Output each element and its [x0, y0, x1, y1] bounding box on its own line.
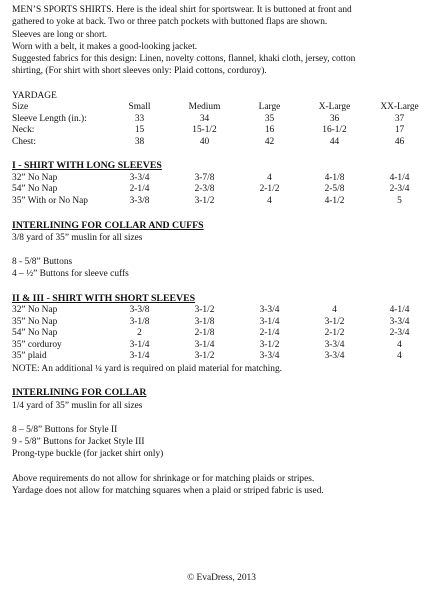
table-row	[12, 328, 432, 340]
table-cell: 16-1/2	[322, 125, 347, 136]
table-cell: 34	[199, 113, 210, 124]
table-cell: 2-1/2	[259, 184, 280, 195]
spacer	[12, 244, 434, 256]
table-cell: 3-3/4	[259, 305, 280, 316]
table-row	[12, 102, 432, 114]
table-cell: Large	[258, 102, 281, 113]
table-cell: 3-3/8	[129, 305, 150, 316]
table-cell: 15	[134, 125, 145, 136]
table-cell: 3-1/4	[194, 339, 215, 350]
table-cell: 3-3/4	[259, 351, 280, 362]
table-cell: 2-1/4	[259, 328, 280, 339]
table-cell: X-Large	[318, 102, 351, 113]
table-cell: 38	[134, 136, 145, 147]
table-cell: 3-1/4	[129, 339, 150, 350]
table-cell: 3-1/4	[259, 316, 280, 327]
table-cell: 2-3/4	[389, 328, 410, 339]
table-cell: 42	[264, 136, 275, 147]
table-row	[12, 351, 432, 363]
table-cell: 3-1/8	[129, 316, 150, 327]
row-label: 35” No Nap	[12, 316, 58, 327]
row-label: 32” No Nap	[12, 305, 58, 316]
spacer	[12, 281, 434, 293]
table-cell: 4	[332, 305, 337, 316]
long-sleeves-heading: I - SHIRT WITH LONG SLEEVES	[12, 160, 162, 172]
table-row	[12, 173, 432, 185]
table-cell: 3-3/4	[389, 316, 410, 327]
row-label: 35” corduroy	[12, 339, 62, 350]
short-sleeves-table-body	[12, 305, 432, 363]
table-cell: 35	[264, 113, 275, 124]
table-cell: 4	[397, 351, 402, 362]
short-sleeves-table	[12, 305, 432, 363]
table-row	[12, 317, 432, 329]
table-cell: 2-1/8	[194, 328, 215, 339]
table-cell: 3-1/8	[194, 316, 215, 327]
table-row	[12, 196, 432, 208]
table-cell: 4	[397, 339, 402, 350]
row-label: Chest:	[12, 136, 36, 147]
table-cell: 2-3/4	[389, 184, 410, 195]
table-cell: 4-1/2	[324, 195, 345, 206]
table-cell: 3-1/2	[194, 351, 215, 362]
row-label: Sleeve Length (in.):	[12, 113, 87, 124]
table-row	[12, 340, 432, 352]
table-cell: Small	[128, 102, 151, 113]
table-cell: XX-Large	[380, 102, 419, 113]
table-cell: 2-3/8	[194, 184, 215, 195]
table-cell: 17	[394, 125, 405, 136]
row-label: 35” plaid	[12, 351, 47, 362]
table-cell: 3-1/2	[194, 305, 215, 316]
table-cell: 40	[199, 136, 210, 147]
intro-line: MEN’S SPORTS SHIRTS. Here is the ideal shirt for sportswear. It is buttoned at front and	[12, 5, 352, 15]
intro-line: Suggested fabrics for this design: Linen, novelty cottons, flannel, khaki cloth, jersey, cotton	[12, 54, 356, 65]
long-sleeves-table	[12, 173, 432, 208]
table-cell: Medium	[188, 102, 221, 113]
table-cell: 2-5/8	[324, 184, 345, 195]
row-label: 54” No Nap	[12, 184, 58, 195]
plaid-note: NOTE: An additional ¼ yard is required on plaid material for matching.	[12, 363, 282, 374]
row-label: 54” No Nap	[12, 328, 58, 339]
buckle-requirement: Prong-type buckle (for jacket shirt only)	[12, 449, 164, 460]
intro-paragraph	[12, 4, 434, 78]
pattern-document	[12, 4, 434, 497]
table-cell: 4	[267, 172, 272, 183]
table-cell: 4-1/4	[389, 172, 410, 183]
spacer	[12, 461, 434, 473]
intro-line: shirting, (For shirt with short sleeves only: Plaid cottons, corduroy).	[12, 66, 267, 77]
table-row	[12, 114, 432, 126]
table-row	[12, 184, 432, 196]
row-label: 32” No Nap	[12, 172, 58, 183]
table-cell: 3-3/4	[129, 172, 150, 183]
table-row	[12, 305, 432, 317]
short-sleeves-heading: II & III - SHIRT WITH SHORT SLEEVES	[12, 292, 196, 304]
row-label: Neck:	[12, 125, 35, 136]
table-row	[12, 125, 432, 137]
closing-line: Yardage does not allow for matching squares when a plaid or striped fabric is used.	[12, 486, 324, 497]
interlining-collar-text: 1/4 yard of 35” muslin for all sizes	[12, 400, 143, 411]
table-cell: 2-1/2	[324, 328, 345, 339]
button-requirement: 8 – 5/8” Buttons for Style II	[12, 424, 118, 435]
table-row	[12, 137, 432, 149]
table-cell: 4-1/4	[389, 305, 410, 316]
yardage-heading: YARDAGE	[12, 90, 57, 101]
row-label: Size	[12, 102, 29, 113]
spacer	[12, 375, 434, 387]
spacer	[12, 78, 434, 90]
copyright-footer: © EvaDress, 2013	[187, 573, 256, 583]
button-requirement: 4 – ½” Buttons for sleeve cuffs	[12, 269, 129, 280]
table-cell: 3-1/2	[259, 339, 280, 350]
table-cell: 3-3/4	[324, 339, 345, 350]
table-cell: 44	[329, 136, 340, 147]
table-cell: 33	[134, 113, 145, 124]
intro-line: Worn with a belt, it makes a good-looking jacket.	[12, 41, 198, 52]
closing-line: Above requirements do not allow for shrinkage or for matching plaids or stripes.	[12, 473, 315, 484]
interlining-collar-cuffs-text: 3/8 yard of 35” muslin for all sizes	[12, 232, 143, 243]
table-cell: 3-3/4	[324, 351, 345, 362]
table-cell: 46	[394, 136, 405, 147]
table-cell: 3-1/4	[129, 351, 150, 362]
row-label: 35” With or No Nap	[12, 195, 88, 206]
table-cell: 3-3/8	[129, 195, 150, 206]
table-cell: 15-1/2	[192, 125, 217, 136]
table-cell: 16	[264, 125, 275, 136]
table-cell: 3-7/8	[194, 172, 215, 183]
spacer	[12, 208, 434, 220]
table-cell: 2-1/4	[129, 184, 150, 195]
table-cell: 36	[329, 113, 340, 124]
table-cell: 3-1/2	[194, 195, 215, 206]
table-cell: 5	[397, 195, 402, 206]
interlining-collar-heading: INTERLINING FOR COLLAR	[12, 387, 147, 399]
spacer	[12, 412, 434, 424]
long-sleeves-table-body	[12, 173, 432, 208]
button-requirement: 8 - 5/8” Buttons	[12, 257, 73, 268]
size-table	[12, 102, 432, 148]
button-requirement: 9 - 5/8” Buttons for Jacket Style III	[12, 437, 145, 448]
intro-line: gathered to yoke at back. Two or three patch pockets with buttoned flaps are shown.	[12, 17, 328, 28]
interlining-collar-cuffs-heading: INTERLINING FOR COLLAR AND CUFFS	[12, 219, 204, 231]
table-cell: 4	[267, 195, 272, 206]
table-cell: 2	[137, 328, 142, 339]
intro-line: Sleeves are long or short.	[12, 29, 108, 40]
size-table-body	[12, 102, 432, 148]
table-cell: 4-1/8	[324, 172, 345, 183]
spacer	[12, 148, 434, 160]
table-cell: 3-1/2	[324, 316, 345, 327]
table-cell: 37	[394, 113, 405, 124]
